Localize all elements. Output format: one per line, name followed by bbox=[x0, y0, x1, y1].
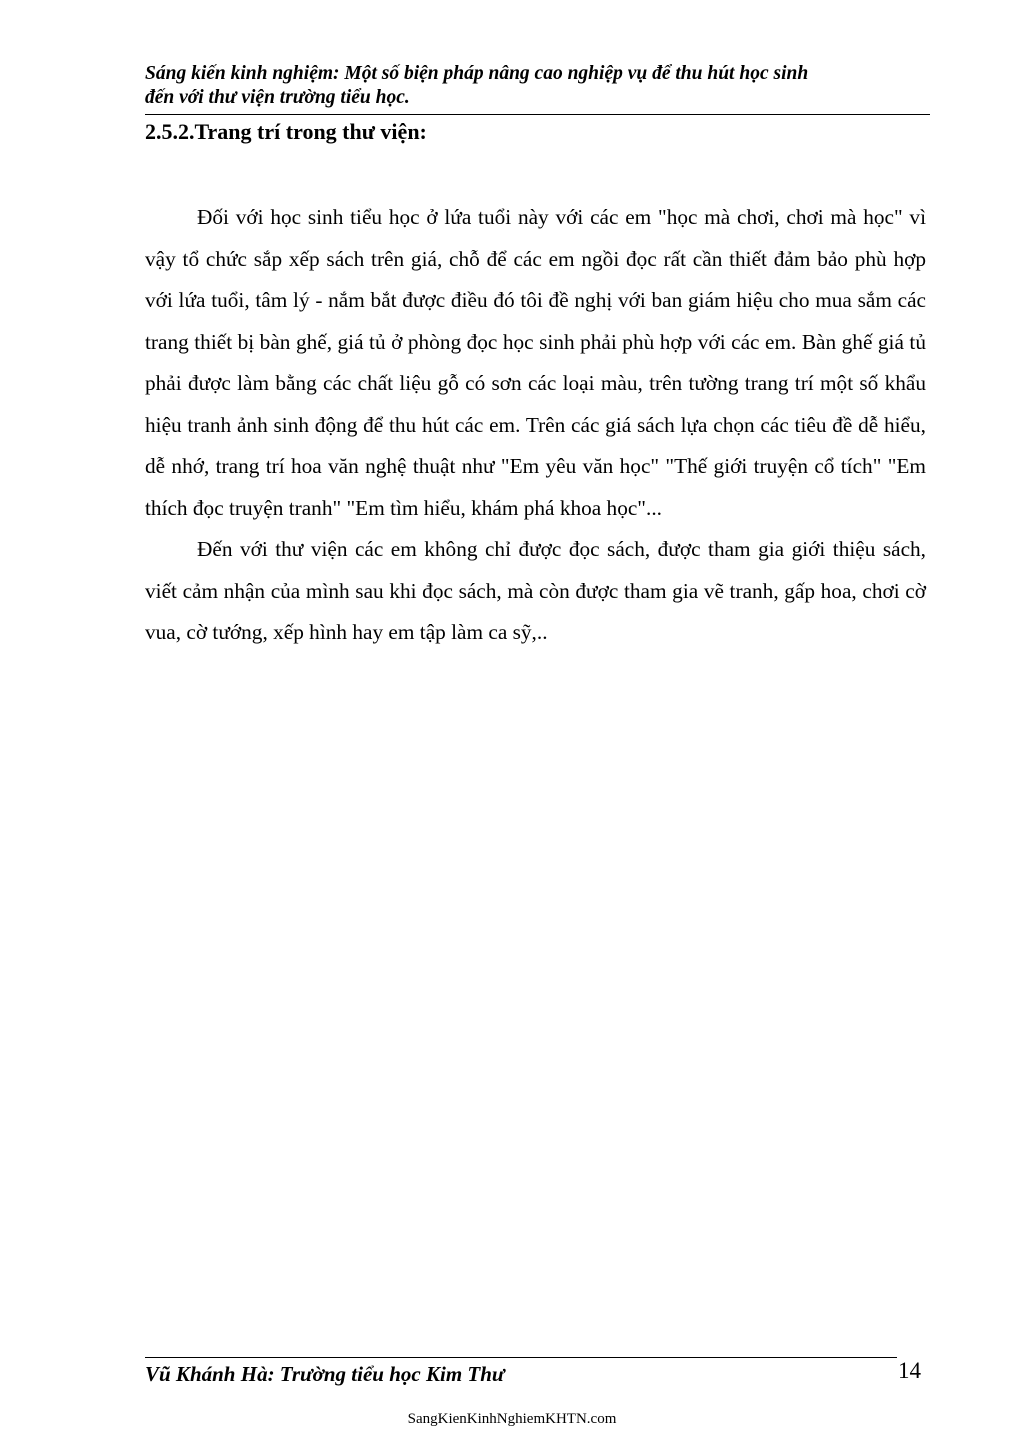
page-number: 14 bbox=[898, 1358, 921, 1383]
page-header bbox=[145, 62, 930, 110]
header-title-line-2: đến với thư viện trường tiểu học. bbox=[145, 87, 410, 108]
body-text bbox=[145, 197, 926, 654]
paragraph: Đối với học sinh tiểu học ở lứa tuổi này với các em "học mà chơi, chơi mà học" vì vậy tổ chức sắp xếp sách trên giá, chỗ để các em ngồi đọc rất cần thiết đảm bảo phù hợp với lứa tuổi, tâm lý - nắm bắt được điều đó tôi đề nghị với ban giám hiệu cho mua sắm các trang thiết bị bàn ghế, giá tủ ở phòng đọc học sinh phải phù hợp với các em. Bàn ghế giá tủ phải được làm bằng các chất liệu gỗ có sơn các loại màu, trên tường trang trí một số khẩu hiệu tranh ảnh sinh động để thu hút các em. Trên các giá sách lựa chọn các tiêu đề dễ hiểu, dễ nhớ, trang trí hoa văn nghệ thuật như "Em yêu văn học" "Thế giới truyện cổ tích" "Em thích đọc truyện tranh" "Em tìm hiểu, khám phá khoa học"... bbox=[145, 205, 926, 520]
footer-author: Vũ Khánh Hà: Trường tiểu học Kim Thư bbox=[145, 1362, 505, 1386]
section-heading: 2.5.2.Trang trí trong thư viện: bbox=[145, 119, 427, 144]
header-title-line-1: Sáng kiến kinh nghiệm: Một số biện pháp nâng cao nghiệp vụ để thu hút học sinh bbox=[145, 63, 809, 84]
paragraph: Đến với thư viện các em không chỉ được đọc sách, được tham gia giới thiệu sách, viết cảm nhận của mình sau khi đọc sách, mà còn được tham gia vẽ tranh, gấp hoa, chơi cờ vua, cờ tướng, xếp hình hay em tập làm ca sỹ,.. bbox=[145, 537, 926, 644]
site-watermark: SangKienKinhNghiemKHTN.com bbox=[407, 1411, 617, 1427]
header-divider bbox=[145, 114, 930, 115]
footer-divider bbox=[145, 1357, 897, 1358]
